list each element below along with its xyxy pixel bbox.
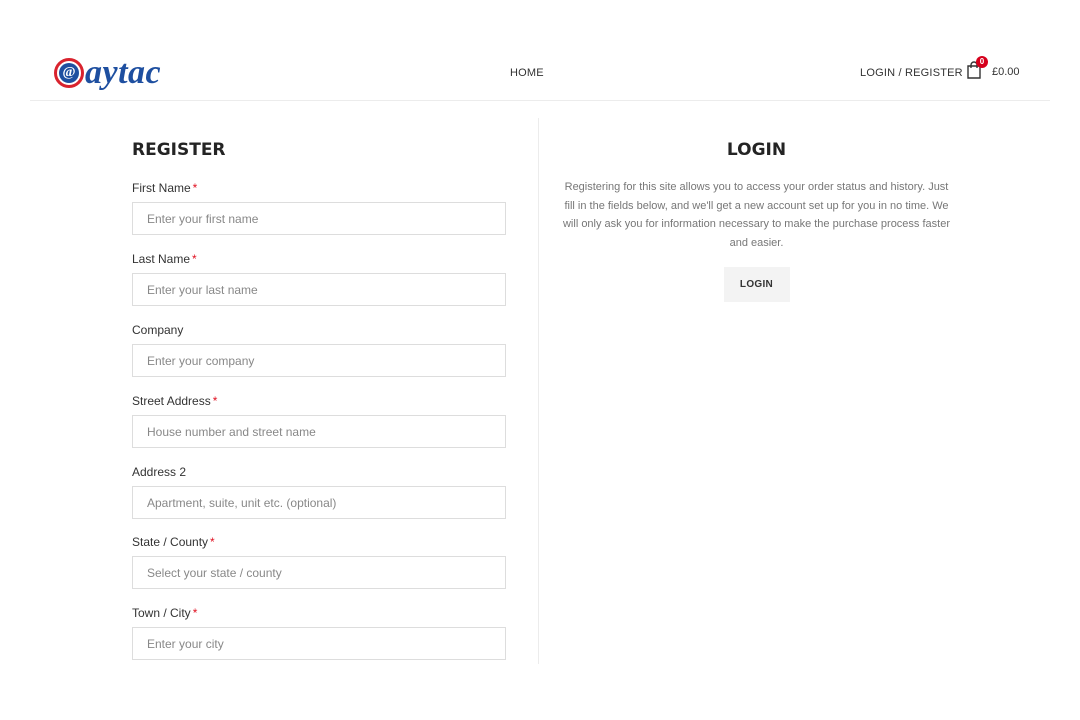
street-address-field [132,394,506,448]
street-address-label: Street Address * [132,394,218,408]
address-2-label: Address 2 [132,465,187,479]
shopping-bag-icon [966,57,985,81]
cart-button[interactable] [966,57,1020,81]
required-marker: * [212,394,218,408]
town-city-input[interactable]: Enter your city [132,627,506,660]
state-county-label: State / County * [132,535,215,549]
login-description: Registering for this site allows you to access your order status and history. Just fill in the fields below, and we'll get a new account set up for you in no time. We will only ask you for information necessary to make the purchase process faster and easier. [562,181,950,249]
cart-count-badge: 0 [976,56,988,68]
login-button[interactable]: LOGIN [724,267,790,302]
state-county-field [132,535,506,589]
site-logo[interactable] [54,53,161,93]
first-name-field [132,181,506,235]
column-divider [538,118,539,664]
last-name-field [132,252,506,306]
required-marker: * [192,181,198,195]
logo-text: aytac [85,54,162,91]
company-label: Company [132,323,184,337]
cart-total: £0.00 [992,66,1020,78]
required-marker: * [210,535,215,549]
nav-home-link[interactable]: HOME [510,67,544,79]
login-register-link[interactable]: LOGIN / REGISTER [860,67,963,79]
at-symbol-icon [54,58,84,88]
street-address-input[interactable]: House number and street name [132,415,506,448]
address-2-field [132,465,506,519]
state-county-select[interactable]: Select your state / county [132,556,506,589]
register-section [132,140,506,651]
town-city-label: Town / City * [132,606,198,620]
required-marker: * [192,606,198,620]
address-2-input[interactable]: Apartment, suite, unit etc. (optional) [132,486,506,519]
last-name-label: Last Name * [132,252,197,266]
login-title: LOGIN [726,140,787,160]
login-section [560,140,953,302]
logo-symbol: @ [59,63,79,83]
company-input[interactable]: Enter your company [132,344,506,377]
company-field [132,323,506,377]
site-header [30,48,1050,101]
required-marker: * [192,252,197,266]
first-name-input[interactable]: Enter your first name [132,202,506,235]
town-city-field [132,606,506,660]
last-name-input[interactable]: Enter your last name [132,273,506,306]
register-title: REGISTER [132,140,226,160]
first-name-label: First Name * [132,181,198,195]
